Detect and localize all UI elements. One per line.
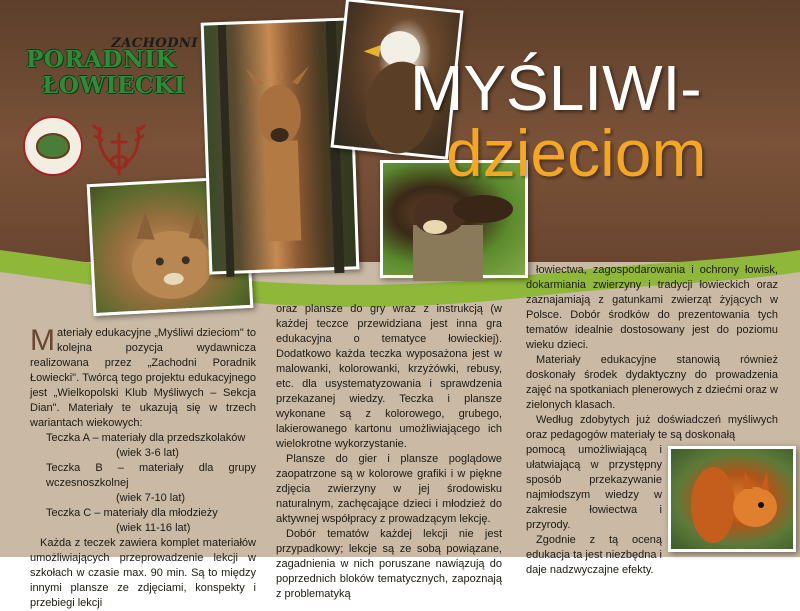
text-column-1 — [30, 326, 256, 611]
col2-paragraph-1: oraz plansze do gry wraz z instrukcją (w każdej teczce przewidziana jest inna gra edukacyjna o tematyce łowieckiej). Dodatkowo każda teczka wyposażona jest w malowanki, kolorowanki, krzyżówki, rebusy, etc. dla usystematyzowania i sprawdzenia przekazanej wiedzy. Teczka i plansze wykonane są z kolorowego, grubego, lakierowanego kartonu umożliwiającego ich wielokrotne wykorzystanie. — [276, 303, 502, 450]
col3-paragraph-1: łowiectwa, zagospodarowania i ochrony łowisk, dokarmiania zwierzyny i tradycji łowieckich oraz zaznajamiają z gatunkami zwierząt żyjących w Polsce. Dobór środków do prezentowania tych tematów idealnie dostosowany jest do poziomu wieku dzieci. — [526, 264, 778, 351]
duck-figure — [36, 133, 70, 159]
col3-paragraph-2: Materiały edukacyjne stanowią również doskonały środek dydaktyczny do prowadzenia zajęć na spotkaniach plenerowych z dziećmi oraz w zielonych klasach. — [526, 354, 778, 411]
teczka-b: Teczka B – materiały dla grupy wczesnoszkolnej — [46, 462, 256, 489]
col3-paragraph-3a: Według zdobytych już doświadczeń myśliwych oraz pedagogów materiały te są doskonałą — [526, 414, 778, 441]
col1-intro-line-2: kolejna pozycja wydawnicza realizowana — [30, 342, 256, 369]
col3-paragraph-3b: pomocą umożliwiającą i ułatwiającą w przystępny sposób przekazywanie najmłodszym wiedzy w zakresie łowiectwa i przyrody. — [526, 444, 662, 531]
teczka-c-age: (wiek 11-16 lat) — [116, 522, 191, 534]
col1-intro-rest: przez „Zachodni Poradnik Łowiecki". Twórcą tego projektu edukacyjnego jest „Wielkopolski Klub Myśliwych – Sekcja Dian". Materiały te ukazują się w trzech wariantach wiekowych: — [30, 357, 257, 429]
teczka-a: Teczka A – materiały dla przedszkolaków — [46, 432, 246, 444]
col1-intro-line-1: ateriały edukacyjne „Myśliwi dzieciom" to — [57, 327, 256, 339]
col1-paragraph-2: Każda z teczek zawiera komplet materiałów umożliwiających przeprowadzenie lekcji w szkołach w czasie max. 90 min. Są to między innymi plansze ze zdjęciami, konspekty i przebiegi lekcji — [30, 537, 256, 609]
magazine-logo — [20, 36, 200, 106]
col2-paragraph-3: Dobór tematów każdej lekcji nie jest przypadkowy; lekcje są ze sobą powiązane, zagadnienia w nich poruszane nawiązują do poprzednich bloków tematycznych, zapoznają z problematyką — [276, 528, 502, 600]
text-column-2 — [276, 302, 502, 602]
teczka-a-age: (wiek 3-6 lat) — [116, 447, 179, 459]
title-line-1: MYŚLIWI- — [410, 52, 702, 124]
title-line-2: dzieciom — [446, 116, 707, 190]
duck-badge-icon — [23, 116, 83, 176]
col3-paragraph-4: Zgodnie z tą oceną edukacja ta jest niezbędna i daje nadzwyczajne efekty. — [526, 534, 662, 576]
drop-cap: M — [30, 324, 55, 357]
teczka-b-age: (wiek 7-10 lat) — [116, 492, 186, 504]
logo-line-2: ŁOWIECKI — [42, 72, 186, 99]
logo-top-word: ZACHODNI — [111, 36, 198, 51]
logo-line-1: PORADNIK — [26, 46, 177, 73]
deer-antler-cross-icon — [92, 114, 146, 176]
teczka-c: Teczka C – materiały dla młodzieży — [46, 507, 218, 519]
text-column-3 — [526, 263, 778, 578]
col2-paragraph-2: Plansze do gier i plansze poglądowe zaopatrzone są w kolorowe grafiki i w piękne zdjęcia zwierzyny w jej środowisku naturalnym, zachęcające dzieci i młodzież do aktywnej współpracy z prowadzącym lekcję. — [276, 453, 502, 525]
